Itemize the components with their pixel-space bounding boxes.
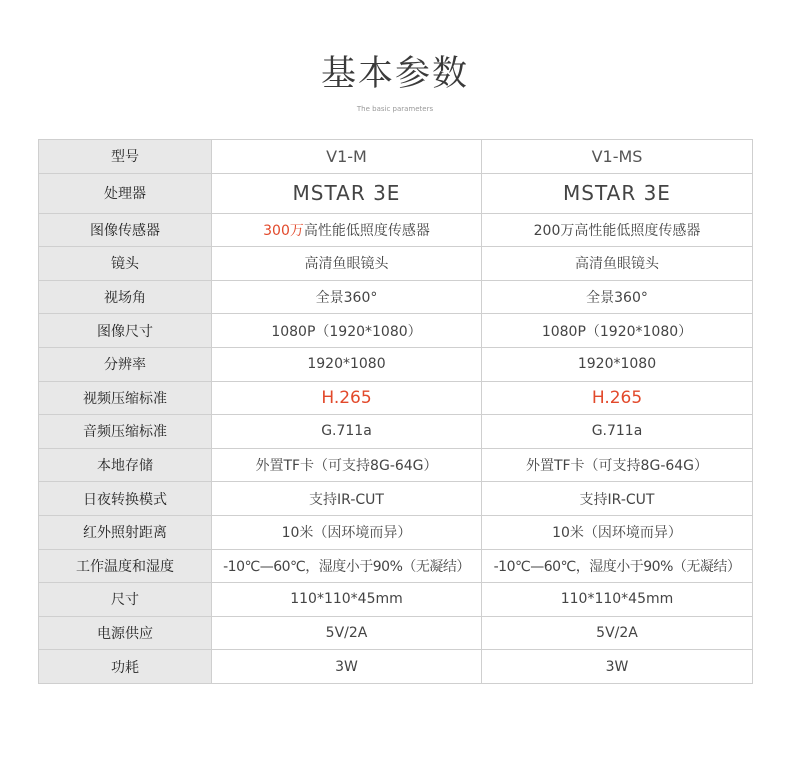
power-consumption-v1-m: 3W (212, 650, 482, 684)
processor-v1-ms: MSTAR 3E (482, 173, 753, 213)
row-label-day-night: 日夜转换模式 (39, 482, 212, 516)
image-size-v1-ms: 1080P（1920*1080） (482, 314, 753, 348)
table-row (39, 314, 753, 348)
lens-v1-m: 高清鱼眼镜头 (212, 247, 482, 281)
row-label-ir-distance: 红外照射距离 (39, 515, 212, 549)
dimensions-v1-ms: 110*110*45mm (482, 583, 753, 617)
audio-codec-v1-m: G.711a (212, 415, 482, 449)
table-row (39, 247, 753, 281)
power-supply-v1-m: 5V/2A (212, 616, 482, 650)
row-label-storage: 本地存储 (39, 448, 212, 482)
row-label-power-supply: 电源供应 (39, 616, 212, 650)
day-night-v1-m: 支持IR-CUT (212, 482, 482, 516)
processor-v1-m: MSTAR 3E (212, 173, 482, 213)
day-night-v1-ms: 支持IR-CUT (482, 482, 753, 516)
power-supply-v1-ms: 5V/2A (482, 616, 753, 650)
ir-distance-v1-ms: 10米（因环境而异） (482, 515, 753, 549)
table-row (39, 381, 753, 415)
row-label-image-size: 图像尺寸 (39, 314, 212, 348)
sensor-v1-ms: 200万高性能低照度传感器 (482, 213, 753, 247)
row-label-model: 型号 (39, 140, 212, 174)
row-label-dimensions: 尺寸 (39, 583, 212, 617)
row-label-fov: 视场角 (39, 280, 212, 314)
power-consumption-v1-ms: 3W (482, 650, 753, 684)
fov-v1-ms: 全景360° (482, 280, 753, 314)
table-row (39, 583, 753, 617)
table-row (39, 213, 753, 247)
page-title: 基本参数 (320, 54, 469, 94)
row-label-sensor: 图像传感器 (39, 213, 212, 247)
row-label-video-codec: 视频压缩标准 (39, 381, 212, 415)
fov-v1-m: 全景360° (212, 280, 482, 314)
ir-distance-v1-m: 10米（因环境而异） (212, 515, 482, 549)
storage-v1-ms: 外置TF卡（可支持8G-64G） (482, 448, 753, 482)
temp-humidity-v1-m: -10℃—60℃，湿度小于90%（无凝结） (212, 549, 482, 583)
sensor-text: 高性能低照度传感器 (303, 222, 430, 239)
table-row (39, 280, 753, 314)
storage-v1-m: 外置TF卡（可支持8G-64G） (212, 448, 482, 482)
row-label-resolution: 分辨率 (39, 347, 212, 381)
table-row (39, 173, 753, 213)
lens-v1-ms: 高清鱼眼镜头 (482, 247, 753, 281)
row-label-lens: 镜头 (39, 247, 212, 281)
table-row (39, 347, 753, 381)
table-row (39, 616, 753, 650)
resolution-v1-m: 1920*1080 (212, 347, 482, 381)
temp-humidity-v1-ms: -10℃—60℃，湿度小于90%（无凝结） (482, 549, 753, 583)
row-label-processor: 处理器 (39, 173, 212, 213)
table-row (39, 549, 753, 583)
table-row (39, 415, 753, 449)
table-row (39, 515, 753, 549)
sensor-v1-m (212, 213, 482, 247)
spec-table (38, 139, 753, 684)
sensor-highlight: 300万 (263, 222, 304, 239)
row-label-audio-codec: 音频压缩标准 (39, 415, 212, 449)
model-v1-ms: V1-MS (482, 140, 753, 174)
table-row (39, 448, 753, 482)
table-row (39, 482, 753, 516)
page-subtitle: The basic parameters (356, 105, 434, 113)
video-codec-v1-m: H.265 (212, 381, 482, 415)
image-size-v1-m: 1080P（1920*1080） (212, 314, 482, 348)
table-row (39, 140, 753, 174)
row-label-power-consumption: 功耗 (39, 650, 212, 684)
video-codec-v1-ms: H.265 (482, 381, 753, 415)
resolution-v1-ms: 1920*1080 (482, 347, 753, 381)
audio-codec-v1-ms: G.711a (482, 415, 753, 449)
table-row (39, 650, 753, 684)
dimensions-v1-m: 110*110*45mm (212, 583, 482, 617)
row-label-temp-humidity: 工作温度和湿度 (39, 549, 212, 583)
model-v1-m: V1-M (212, 140, 482, 174)
